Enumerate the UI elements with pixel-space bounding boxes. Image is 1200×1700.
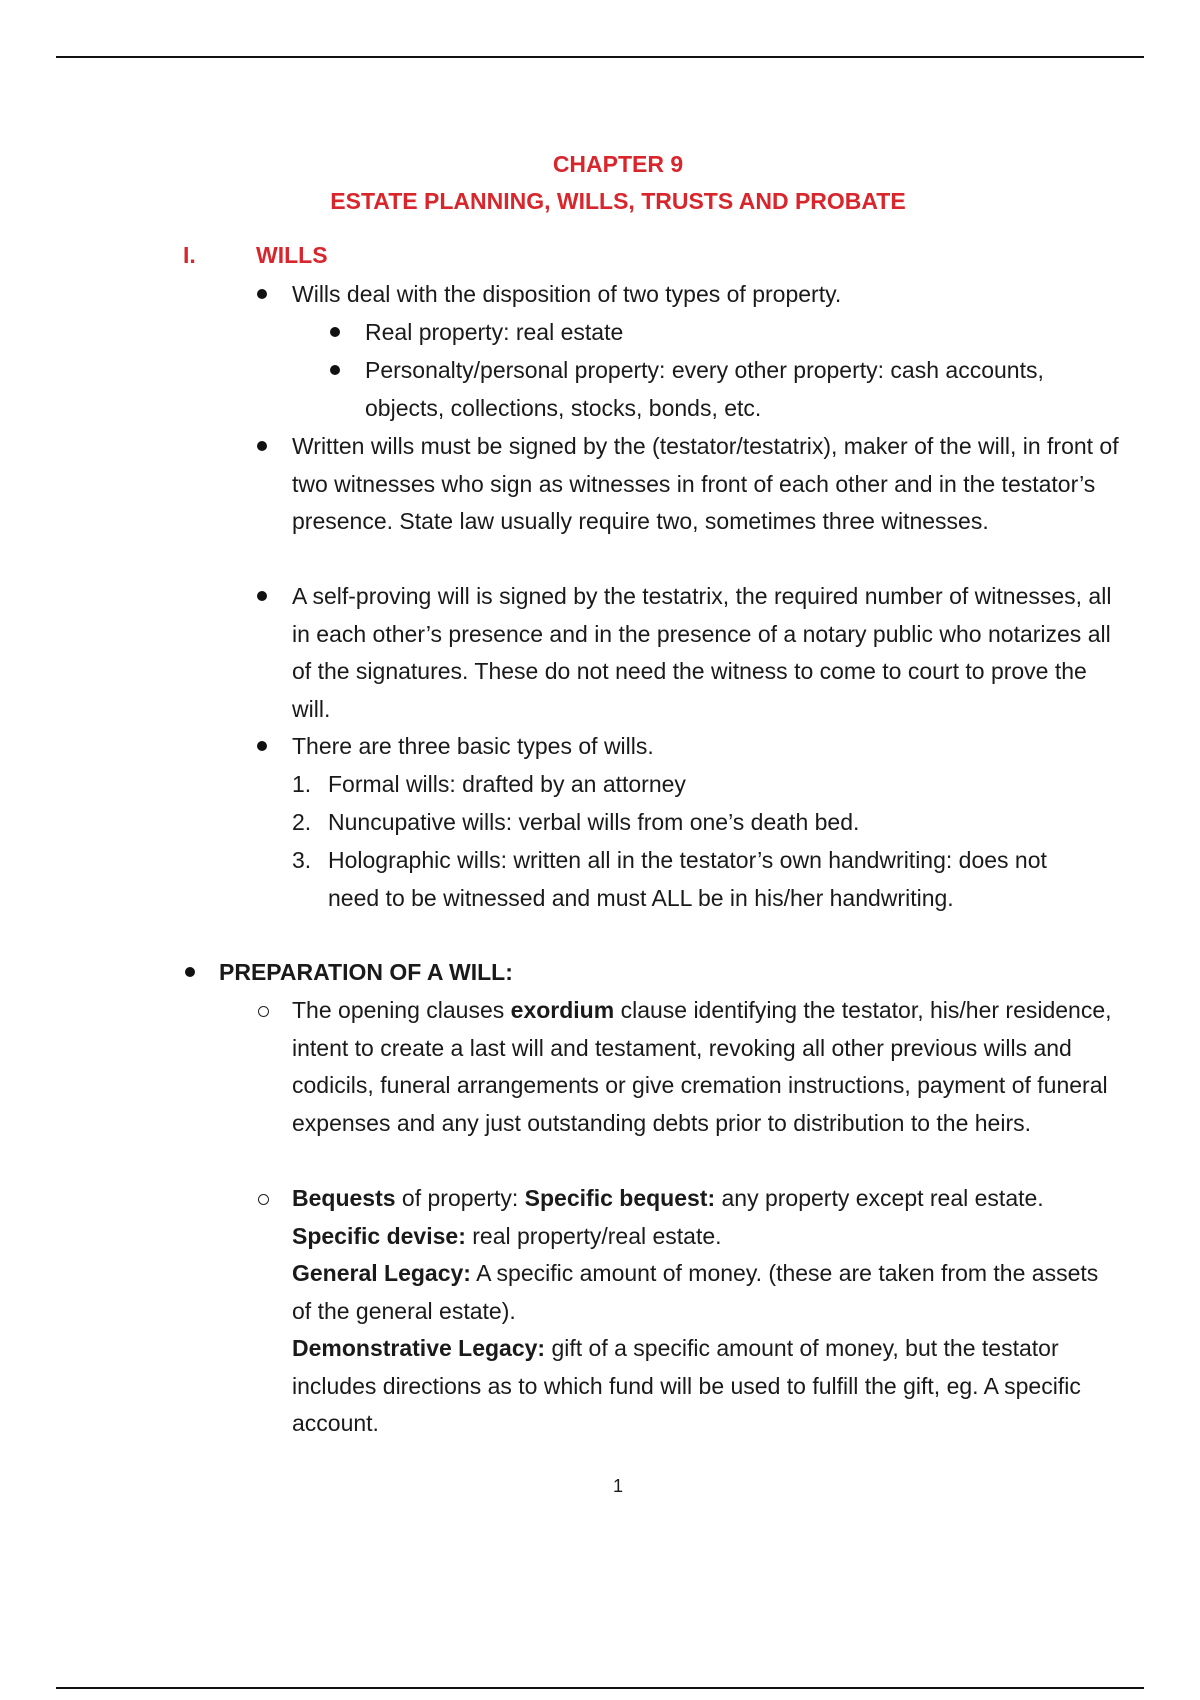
section-number: I. — [183, 242, 196, 268]
list-item-written-wills: Written wills must be signed by the (testator/testatrix), maker of the will, in front of two witnesses who sign as witnesses in front of each other and in the testator’s presence. State law usually require two, sometimes three witnesses. — [292, 433, 1119, 534]
bottom-rule — [56, 1687, 1144, 1689]
opening-pre: The opening clauses — [292, 997, 511, 1023]
bullet-icon — [257, 591, 267, 601]
exordium-term: exordium — [510, 997, 615, 1023]
general-legacy-text: A specific amount of money. (these are taken from the assets of the general estate). — [292, 1260, 1099, 1324]
bullet-icon — [185, 967, 195, 977]
list-item-personal-property: Personalty/personal property: every other property: cash accounts, objects, collections, stocks, bonds, etc. — [365, 357, 1044, 421]
page-number: 1 — [612, 1476, 623, 1496]
will-type-number: 2. — [292, 809, 312, 835]
demonstrative-legacy-text: gift of a specific amount of money, but the testator includes directions as to which fund will be used to fulfill the gift, eg. A specific account. — [292, 1335, 1081, 1436]
section-title: WILLS — [256, 242, 328, 268]
specific-devise-term: Specific devise: — [292, 1222, 466, 1249]
will-type-number: 3. — [292, 847, 312, 873]
bequests-paragraph — [292, 1180, 1112, 1255]
general-legacy-paragraph — [292, 1255, 1100, 1330]
bequests-text-2: any property except real estate. — [715, 1185, 1044, 1211]
general-legacy-term: General Legacy: — [292, 1260, 471, 1286]
opening-post: clause identifying the testator, his/her residence, intent to create a last will and testament, revoking all other previous wills and codicils, funeral arrangements or give cremation instructions, payment of funeral expenses and any just outstanding debts prior to distribution to the heirs. — [292, 997, 1112, 1136]
bequests-text-1: of property: — [395, 1185, 525, 1211]
opening-clause-paragraph — [292, 992, 1124, 1142]
demonstrative-legacy-paragraph — [292, 1330, 1122, 1443]
specific-bequest-term: Specific bequest: — [524, 1185, 716, 1211]
bullet-icon — [330, 365, 340, 375]
will-type-nuncupative: Nuncupative wills: verbal wills from one’s death bed. — [328, 809, 860, 835]
will-type-number: 1. — [292, 771, 312, 797]
list-item-types-intro: There are three basic types of wills. — [292, 733, 654, 759]
chapter-title: ESTATE PLANNING, WILLS, TRUSTS AND PROBATE — [330, 188, 906, 214]
bullet-icon — [257, 741, 267, 751]
bequests-term: Bequests — [292, 1185, 396, 1211]
will-type-holographic: Holographic wills: written all in the testator’s own handwriting: does not need to be witnessed and must ALL be in his/her handwriting. — [328, 847, 1047, 911]
circle-bullet-icon — [258, 1194, 269, 1205]
bullet-icon — [330, 327, 340, 337]
list-item-property-intro: Wills deal with the disposition of two types of property. — [292, 281, 842, 307]
preparation-title: PREPARATION OF A WILL: — [219, 959, 513, 985]
list-item-real-property: Real property: real estate — [365, 319, 624, 345]
chapter-heading: CHAPTER 9 — [552, 151, 684, 177]
bullet-icon — [257, 289, 267, 299]
circle-bullet-icon — [258, 1006, 269, 1017]
will-type-formal: Formal wills: drafted by an attorney — [328, 771, 686, 797]
list-item-self-proving: A self-proving will is signed by the testatrix, the required number of witnesses, all in each other’s presence and in the presence of a notary public who notarizes all of the signatures. These do not need the witness to come to court to prove the will. — [292, 583, 1112, 722]
bullet-icon — [257, 441, 267, 451]
bequests-text-3: real property/real estate. — [465, 1222, 722, 1249]
demonstrative-legacy-term: Demonstrative Legacy: — [292, 1335, 546, 1361]
